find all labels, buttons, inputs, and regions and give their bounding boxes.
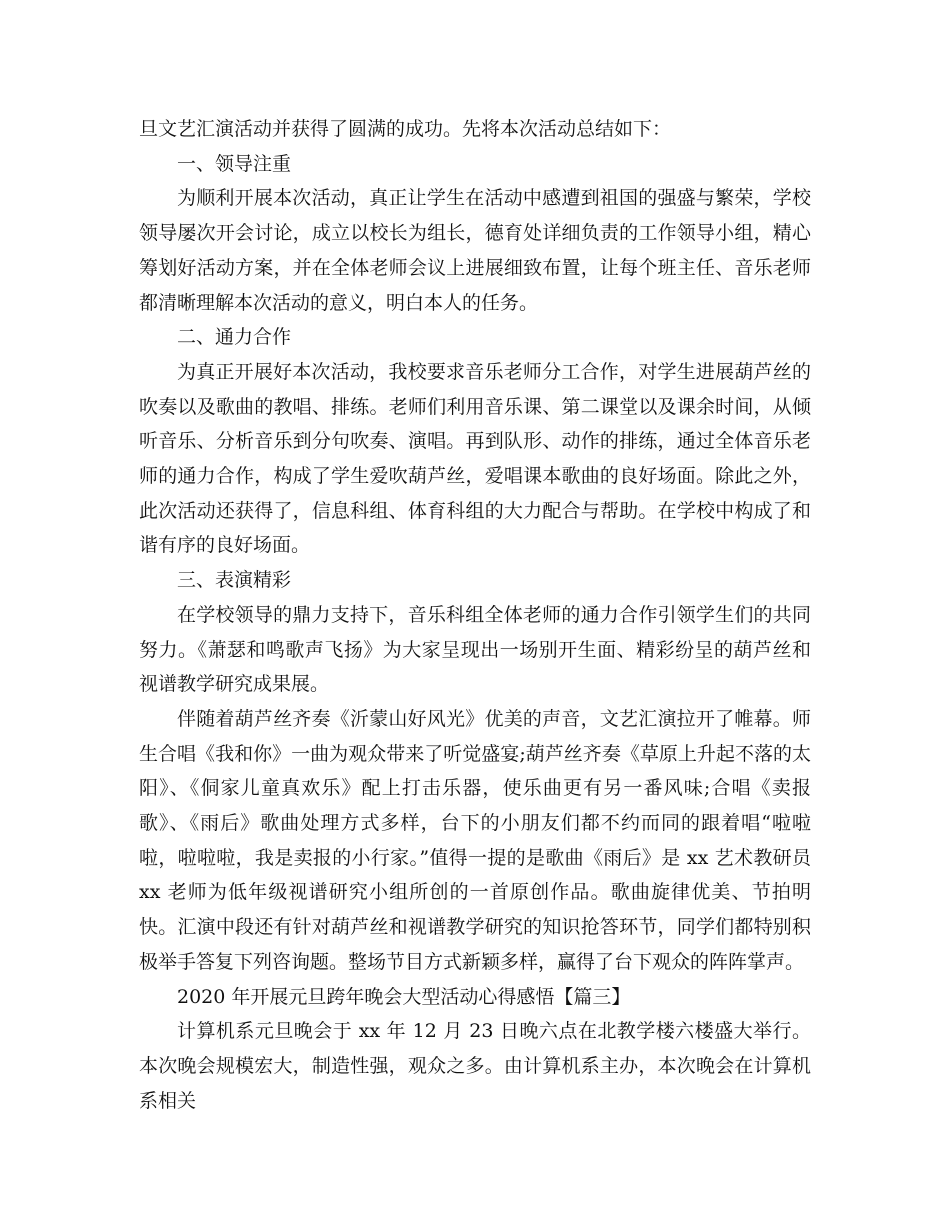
paragraph-performance-intro: 在学校领导的鼎力支持下，音乐科组全体老师的通力合作引领学生们的共同努力。《萧瑟和鸣歌声飞扬》为大家呈现出一场别开生面、精彩纷呈的葫芦丝和视谱教学研究成果展。 [139, 603, 811, 696]
section-heading-performance: 三、表演精彩 [177, 569, 292, 592]
section-heading-leadership: 一、领导注重 [177, 152, 292, 175]
document-body [139, 112, 811, 1118]
section-heading-cooperation: 二、通力合作 [177, 326, 292, 349]
paragraph-part-three-intro: 计算机系元旦晚会于 xx 年 12 月 23 日晚六点在北教学楼六楼盛大举行。本次晚会规模宏大，制造性强，观众之多。由计算机系主办，本次晚会在计算机系相关 [139, 1020, 811, 1112]
paragraph-cooperation: 为真正开展好本次活动，我校要求音乐老师分工合作，对学生进展葫芦丝的吹奏以及歌曲的教唱、排练。老师们利用音乐课、第二课堂以及课余时间，从倾听音乐、分析音乐到分句吹奏、演唱。再到队形、动作的排练，通过全体音乐老师的通力合作，构成了学生爱吹葫芦丝，爱唱课本歌曲的良好场面。除此之外，此次活动还获得了，信息科组、体育科组的大力配合与帮助。在学校中构成了和谐有序的良好场面。 [139, 360, 811, 557]
paragraph-leadership: 为顺利开展本次活动，真正让学生在活动中感遭到祖国的强盛与繁荣，学校领导屡次开会讨论，成立以校长为组长，德育处详细负责的工作领导小组，精心筹划好活动方案，并在全体老师会议上进展细致布置，让每个班主任、音乐老师都清晰理解本次活动的意义，明白本人的任务。 [139, 187, 811, 314]
paragraph-performance-details: 伴随着葫芦丝齐奏《沂蒙山好风光》优美的声音，文艺汇演拉开了帷幕。师生合唱《我和你》一曲为观众带来了听觉盛宴;葫芦丝齐奏《草原上升起不落的太阳》、《侗家儿童真欢乐》配上打击乐器，使乐曲更有另一番风味;合唱《卖报歌》、《雨后》歌曲处理方式多样，台下的小朋友们都不约而同的跟着唱“啦啦啦，啦啦啦，我是卖报的小行家。”值得一提的是歌曲《雨后》是 xx 艺术教研员 xx 老师为低年级视谱研究小组所创的一首原创作品。歌曲旋律优美、节拍明快。汇演中段还有针对葫芦丝和视谱教学研究的知识抢答环节，同学们都特别积极举手答复下列咨询题。整场节目方式新颖多样，赢得了台下观众的阵阵掌声。 [139, 707, 811, 973]
article-title-part-three: 2020 年开展元旦跨年晚会大型活动心得感悟【篇三】 [177, 985, 631, 1008]
paragraph-continuation: 旦文艺汇演活动并获得了圆满的成功。先将本次活动总结如下： [139, 118, 672, 140]
